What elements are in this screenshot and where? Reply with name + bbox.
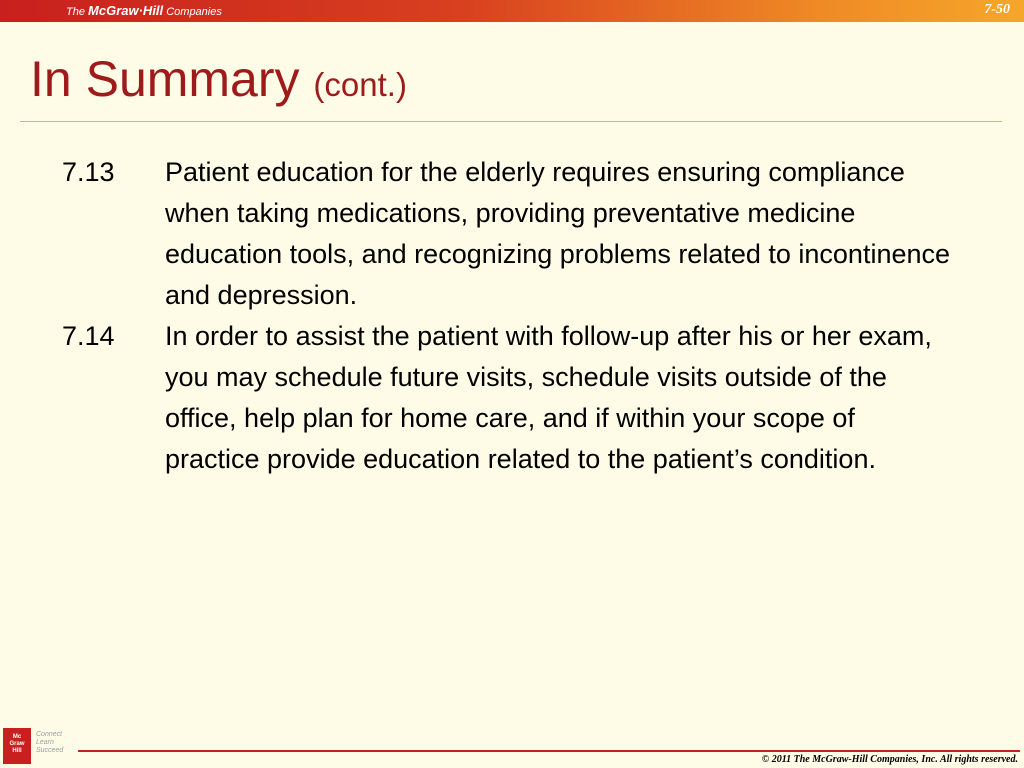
summary-list — [62, 152, 962, 480]
title-divider — [20, 121, 1002, 122]
copyright-notice: © 2011 The McGraw-Hill Companies, Inc. All rights reserved. — [761, 754, 1018, 765]
header-banner — [0, 0, 1024, 22]
slide-title-sub: (cont.) — [313, 66, 407, 103]
list-item — [62, 316, 962, 480]
list-item — [62, 152, 962, 316]
brand-prefix: The — [66, 6, 85, 18]
publisher-brand — [66, 3, 222, 18]
brand-name: McGraw·Hill — [88, 3, 164, 18]
mcgraw-hill-logo — [3, 728, 31, 764]
tagline-word: Succeed — [36, 747, 64, 754]
item-number: 7.14 — [62, 321, 115, 351]
logo-line: Mc — [12, 734, 22, 740]
tagline-word: Connect — [36, 731, 63, 738]
tagline — [36, 731, 80, 755]
brand-suffix: Companies — [166, 6, 222, 18]
slide-title-main: In Summary — [30, 51, 300, 107]
logo-line: Hill — [12, 748, 22, 754]
slide-title — [30, 48, 407, 116]
slide-number: 7-50 — [984, 2, 1010, 17]
tagline-word: Learn — [36, 739, 54, 746]
footer-divider — [78, 750, 1020, 752]
item-text: Patient education for the elderly requires ensuring compliance when taking medications, providing preventative medicine education tools, and recognizing problems related to incontinence and depression. — [165, 157, 951, 310]
item-text: In order to assist the patient with follow-up after his or her exam, you may schedule future visits, schedule visits outside of the office, help plan for home care, and if within your scope of practice provide education related to the patient’s condition. — [165, 321, 932, 474]
item-number: 7.13 — [62, 157, 115, 187]
logo-line: Graw — [9, 741, 25, 747]
